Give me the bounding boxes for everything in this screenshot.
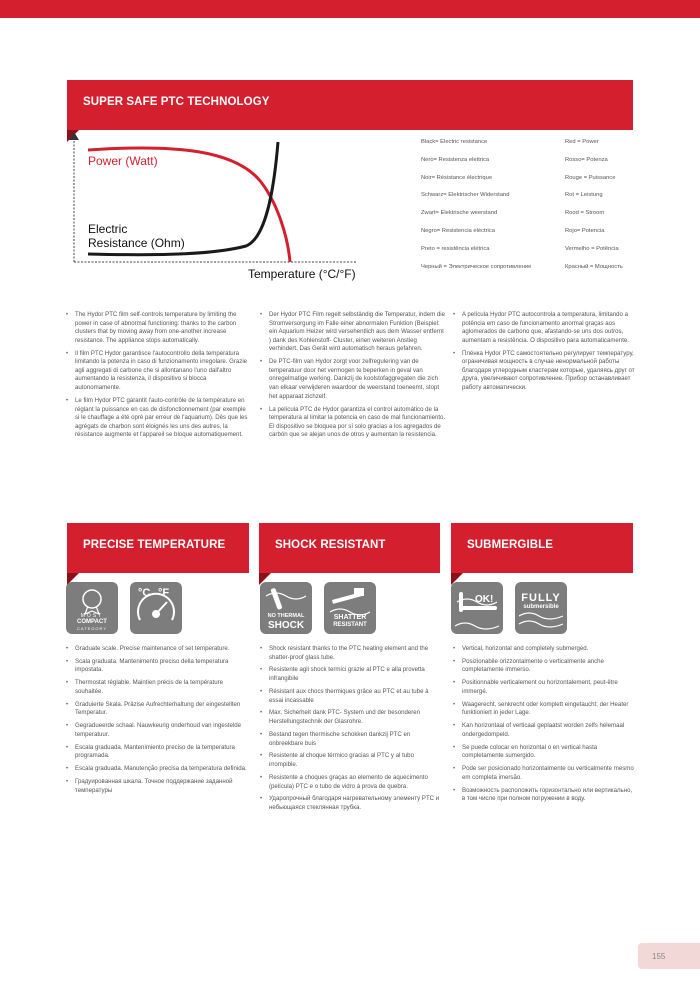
submergible-banner xyxy=(451,523,633,573)
list-item: • Возможность расположить горизонтально или вертикально, в том числе при полном погружении в воду. xyxy=(451,787,637,804)
shock-banner xyxy=(259,523,440,573)
list-item: • Vertical, horizontal and completely submerged. xyxy=(451,645,637,654)
list-item: • Thermostat réglable. Maintien précis de la température souhaitée. xyxy=(64,679,250,696)
list-item: • La película PTC de Hydor garantiza el control automático de la temperatura al limitar la potencia en caso de mal funcionamiento. El dispositivo se bloquea por sí solo gracias a los agregados de carbón que se alejan unos de otros y aumentan la resistencia. xyxy=(258,406,446,440)
no-thermal-shock-icon xyxy=(260,582,312,634)
list-item: • Il film PTC Hydor garantisce l'autocontrollo della temperatura limitando la potenza in caso di funzionamento irregolare. Grazie agli aggregati di carbone che si allontanano l'uno dall'altro aumentando la resistenza, il dispositivo si blocca autonomamente. xyxy=(64,350,250,393)
list-item: • Le film Hydor PTC garantit l'auto-contrôle de la température en réglant la puissance en cas de disfonctionnement (par exemple si le chauffage a été opré par erreur de l'aquarium). Dès que les agrégats de charbon sont éloignés les uns des autres, la résistance augmente et l'appareil se bloque automatiquement. xyxy=(64,397,250,440)
y-axis-arrow xyxy=(69,132,79,140)
shatter-resistant-icon xyxy=(324,582,376,634)
list-item: • Resistente al choque térmico gracias al PTC y al tubo irrompible. xyxy=(258,752,444,769)
list-item: • Gegradueerde schaal. Nauwkeurig onderhoud van ingestelde temperatuur. xyxy=(64,722,250,739)
shatter-label: SHATTER xyxy=(333,614,367,621)
precise-title: PRECISE TEMPERATURE xyxy=(83,539,226,551)
ptc-diagram xyxy=(66,130,366,282)
precise-banner xyxy=(67,523,249,573)
compact-category-icon xyxy=(66,582,118,634)
shock-title: SHOCK RESISTANT xyxy=(275,539,386,551)
fahrenheit-label: °F xyxy=(158,587,170,599)
page-number-tab xyxy=(638,943,700,969)
list-item: • Shock resistant thanks to the PTC heating element and the shatter-proof glass tube. xyxy=(258,645,444,662)
legend-item: Zwart= Elektrische weerstand xyxy=(421,210,498,217)
list-item: • A película Hydor PTC autocontrola a temperatura, limitando a potência em caso de funcionamento anormal graças aos aglomerados de carbono que, afastando-se uns dos outros, aumentam a resistência. O dispositivo para automaticamente. xyxy=(451,311,637,345)
list-item: • Posizionabile orizzontalmente o verticalmente anche completamente immerso. xyxy=(451,658,637,675)
legend-item: Rosso= Potenza xyxy=(565,156,608,163)
celsius-label: °C xyxy=(138,587,151,599)
legend-item: Rojo= Potencia xyxy=(565,227,605,234)
list-item: • The Hydor PTC film self-controls temperature by limiting the power in case of abnormal functioning: thanks to the carbon clusters that by moving away from one-another increase resistance. The appliance stops automatically. xyxy=(64,311,250,345)
precise-list xyxy=(64,645,250,800)
celsius-fahrenheit-icon xyxy=(130,582,182,634)
legend-item: Preto = resistência elétrica xyxy=(421,245,490,252)
legend-item: Black= Electric resistance xyxy=(421,139,488,145)
list-item: • Плёнка Hydor PTC самостоятельно регулирует температуру, ограничивая мощность в случае ненормальной работы благодаря углеродным кластерам которые, удаляясь друг от друга, увеличивают сопротивление. Прибор останавливает работу автоматически. xyxy=(451,350,637,393)
list-item: • Escala graduada. Mantenimiento preciso de la temperatura programada. xyxy=(64,744,250,761)
ptc-title: SUPER SAFE PTC TECHNOLOGY xyxy=(83,96,270,108)
ptc-column-1 xyxy=(64,311,250,444)
list-item: • Graduierte Skala. Präzise Aufrechterhaltung der eingestellten Temperatur. xyxy=(64,701,250,718)
list-item: • Resistente a choques graças ao elemento de aquecimento (película) PTC e o tubo de vidro à prova de quebra. xyxy=(258,774,444,791)
compact-label: COMPACT xyxy=(77,619,107,625)
legend-right xyxy=(565,139,623,281)
heater-in-water-icon xyxy=(451,582,503,634)
list-item: • Scala graduata. Mantenimento preciso della temperatura impostata. xyxy=(64,658,250,675)
legend-item: Красный = Мощность xyxy=(565,263,623,270)
fully-submersible-icon xyxy=(515,582,567,634)
legend-item: Nero= Resistenza elettrica xyxy=(421,156,490,163)
legend-item: Rood = Stroom xyxy=(565,210,605,217)
shock-label: SHOCK xyxy=(267,620,305,631)
resistance-label-2: Resistance (Ohm) xyxy=(88,236,185,250)
list-item: • Waagerecht, senkrecht oder komplett eingetaucht; der Heater funktioniert in jeder Lage. xyxy=(451,701,637,718)
list-item: • Ударопрочный благодаря нагревательному элементу PTC и небьющаяся стеклянная трубка. xyxy=(258,795,444,812)
submergible-title: SUBMERGIBLE xyxy=(467,539,554,551)
resistant-label: RESISTANT xyxy=(333,622,367,628)
no-thermal-label: NO THERMAL xyxy=(267,613,305,619)
legend-item: Noir= Résistance électrique xyxy=(421,174,493,181)
list-item: • Graduate scale. Precise maintenance of set temperature. xyxy=(64,645,250,654)
list-item: • Pode ser posicionado horizontalmente ou verticalmente mesmo em completa imersão. xyxy=(451,765,637,782)
temperature-label: Temperature (°C/°F) xyxy=(248,267,356,281)
ptc-column-3 xyxy=(451,311,637,397)
submergible-list xyxy=(451,645,637,808)
list-item: • Kan horizontaal of verticaal geplaatst worden zelfs helemaal ondergedompeld. xyxy=(451,722,637,739)
list-item: • Escala graduada. Manutenção precisa da temperatura definida. xyxy=(64,765,250,774)
resistance-label-1: Electric xyxy=(88,222,128,236)
list-item: • Résistant aux chocs thermiques grâce au PTC et au tube à essai incassable xyxy=(258,688,444,705)
legend-item: Rouge = Puissance xyxy=(565,174,616,181)
shock-list xyxy=(258,645,444,817)
legend-item: Red = Power xyxy=(565,139,599,145)
legend-item: Vermelho = Potência xyxy=(565,245,619,252)
legend-item: Schwarz= Elektrischer Widerstand xyxy=(421,192,510,199)
list-item: • Resistente agli shock termici grazie al PTC e alla provetta infrangibile xyxy=(258,666,444,683)
list-item: • De PTC-film van Hydor zorgt voor zelfregulering van de temperatuur door het vermogen te beperken in geval van onregelmatige werking. Dankzij de koolstofaggregaten die zich van elkaar verwijderen waardoor de weerstand toeneemt, stopt het apparaat zichzelf. xyxy=(258,358,446,401)
legend-item: Черный = Электрическое сопротивление xyxy=(421,263,532,270)
top-accent-bar xyxy=(0,0,700,18)
legend-left xyxy=(421,139,531,281)
fully-label: FULLY xyxy=(521,592,561,604)
ok-label: OK! xyxy=(475,594,494,605)
submersible-label: submersible xyxy=(523,604,559,610)
list-item: • Se puede colocar en horizontal o en vertical hasta completamente sumergido. xyxy=(451,744,637,761)
legend-item: Rot = Leistung xyxy=(565,192,603,199)
most-label: MOST xyxy=(80,613,104,619)
legend-item: Negro= Resistencia eléctrica xyxy=(421,227,495,234)
power-label: Power (Watt) xyxy=(88,154,158,168)
list-item: • Positionnable verticalement ou horizontalement, peut-être immergé. xyxy=(451,679,637,696)
list-item: • Der Hydor PTC Film regelt selbständig die Temperatur, indem die Stromversorgung im Falle einer abnormalen Funktion (Beispiel: ein Aquarium Heizer wird versehentlich aus dem Wasser entfernt ) dank des Kohlenstoff- Cluster, einen weiteren Anstieg verhindert. Das Gerät wird automatisch heraus gefahren. xyxy=(258,311,446,354)
ptc-column-2 xyxy=(258,311,446,444)
category-label: CATEGORY xyxy=(76,626,108,631)
list-item: • Max. Sicherheit dank PTC- System und der besonderen Herstellungstechnik der Glasrohre. xyxy=(258,709,444,726)
list-item: • Градуированная шкала. Точное поддержание заданной температуры xyxy=(64,778,250,795)
ok-submerged-icon xyxy=(451,582,503,634)
page-number: 155 xyxy=(652,951,666,961)
ptc-banner xyxy=(67,80,633,130)
list-item: • Bestand tegen thermische schokken dankzij PTC en onbreekbare buis xyxy=(258,731,444,748)
